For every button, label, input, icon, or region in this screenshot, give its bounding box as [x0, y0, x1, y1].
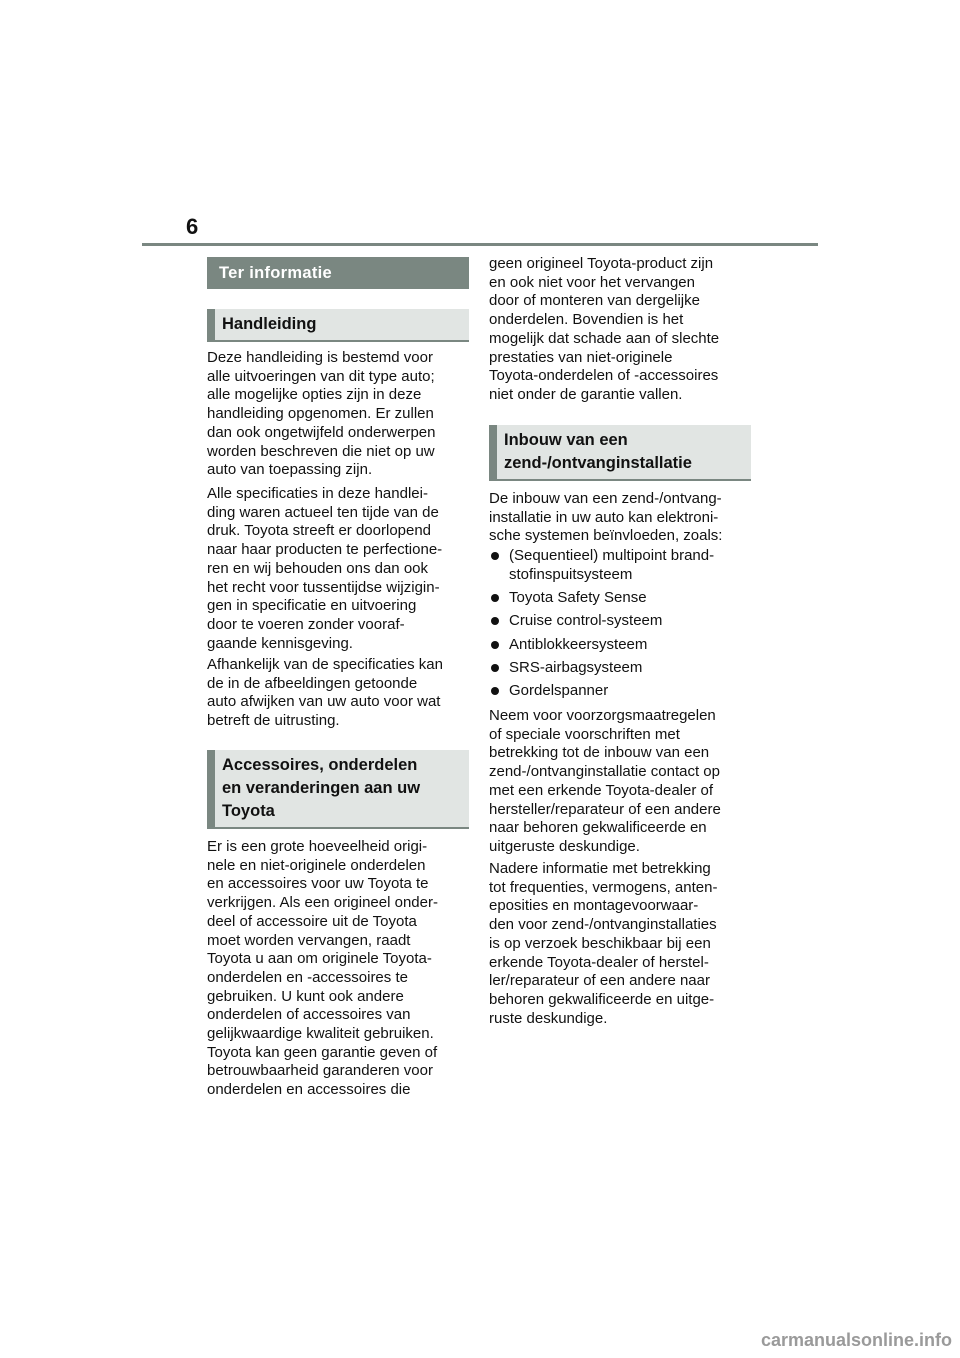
systems-list	[489, 547, 751, 705]
paragraph-accessoires: Er is een grote hoeveelheid origi- nele en niet-originele onderdelen en accessoires voor uw Toyota te verkrijgen. Als een origineel onder- deel of accessoire uit de Toyota moet worden vervangen, raadt Toyota u aan om originele Toyota- onderdelen en -accessoires te gebruiken. U kunt ook andere onderdelen of accessoires van gelijkwaardige kwaliteit gebruiken. Toyota kan geen garantie geven of betrouwbaarheid garanderen voor onderdelen en accessoires die	[207, 838, 438, 1099]
paragraph-afbeeldingen: Afhankelijk van de specificaties kan de in de afbeeldingen getoonde auto afwijken van uw auto voor wat betreft de uitrusting.	[207, 656, 443, 730]
bullet-icon	[491, 552, 499, 560]
top-rule	[142, 243, 818, 246]
paragraph-inbouw: De inbouw van een zend-/ontvang- installatie in uw auto kan elektroni- sche systemen beïnvloeden, zoals:	[489, 490, 723, 545]
bullet-icon	[491, 594, 499, 602]
list-item: (Sequentieel) multipoint brand- stofinspuitsysteem	[489, 547, 751, 584]
bullet-icon	[491, 664, 499, 672]
paragraph-nadere-informatie: Nadere informatie met betrekking tot frequenties, vermogens, anten- eposities en montagevoorwaar- den voor zend-/ontvanginstallaties is op verzoek beschikbaar bij een erkende Toyota-dealer of herstel- ler/reparateur of een andere naar behoren gekwalificeerde en uitge- ruste deskundige.	[489, 860, 718, 1027]
page-number: 6	[186, 214, 199, 239]
paragraph-voorzorgsmaatregelen: Neem voor voorzorgsmaatregelen of speciale voorschriften met betrekking tot de inbouw van een zend-/ontvanginstallatie contact op met een erkende Toyota-dealer of hersteller/reparateur of een andere naar behoren gekwalificeerde en uitgeruste deskundige.	[489, 707, 721, 855]
list-item: Antiblokkeersysteem	[489, 636, 751, 655]
bullet-icon	[491, 641, 499, 649]
list-item: Gordelspanner	[489, 682, 751, 701]
list-item: SRS-airbagsysteem	[489, 659, 751, 678]
paragraph-handleiding: Deze handleiding is bestemd voor alle uitvoeringen van dit type auto; alle mogelijke opties zijn in deze handleiding opgenomen. Er zullen dan ook ongetwijfeld onderwerpen worden beschreven die niet op uw auto van toepassing zijn.	[207, 349, 436, 479]
section-header: Ter informatie	[207, 257, 469, 289]
paragraph-continued: geen origineel Toyota-product zijn en ook niet voor het vervangen door of monteren van dergelijke onderdelen. Bovendien is het mogelijk dat schade aan of slechte prestaties van niet-originele Toyota-onderdelen of -accessoires niet onder de garantie vallen.	[489, 255, 720, 403]
bullet-icon	[491, 687, 499, 695]
bullet-icon	[491, 617, 499, 625]
list-item: Cruise control-systeem	[489, 612, 751, 631]
subhead-inbouw: Inbouw van een zend-/ontvanginstallatie	[489, 425, 751, 481]
watermark: carmanualsonline.info	[760, 1330, 952, 1350]
list-item: Toyota Safety Sense	[489, 589, 751, 608]
subhead-handleiding: Handleiding	[207, 309, 469, 342]
subhead-accessoires: Accessoires, onderdelen en veranderingen aan uw Toyota	[207, 750, 469, 829]
paragraph-specificaties: Alle specificaties in deze handlei- ding waren actueel ten tijde van de druk. Toyota streeft er doorlopend naar haar producten te perfectione- ren en wij behouden ons dan ook het recht voor tussentijdse wijzigin- gen in specificatie en uitvoering door te voeren zonder vooraf- gaande kennisgeving.	[207, 485, 443, 652]
